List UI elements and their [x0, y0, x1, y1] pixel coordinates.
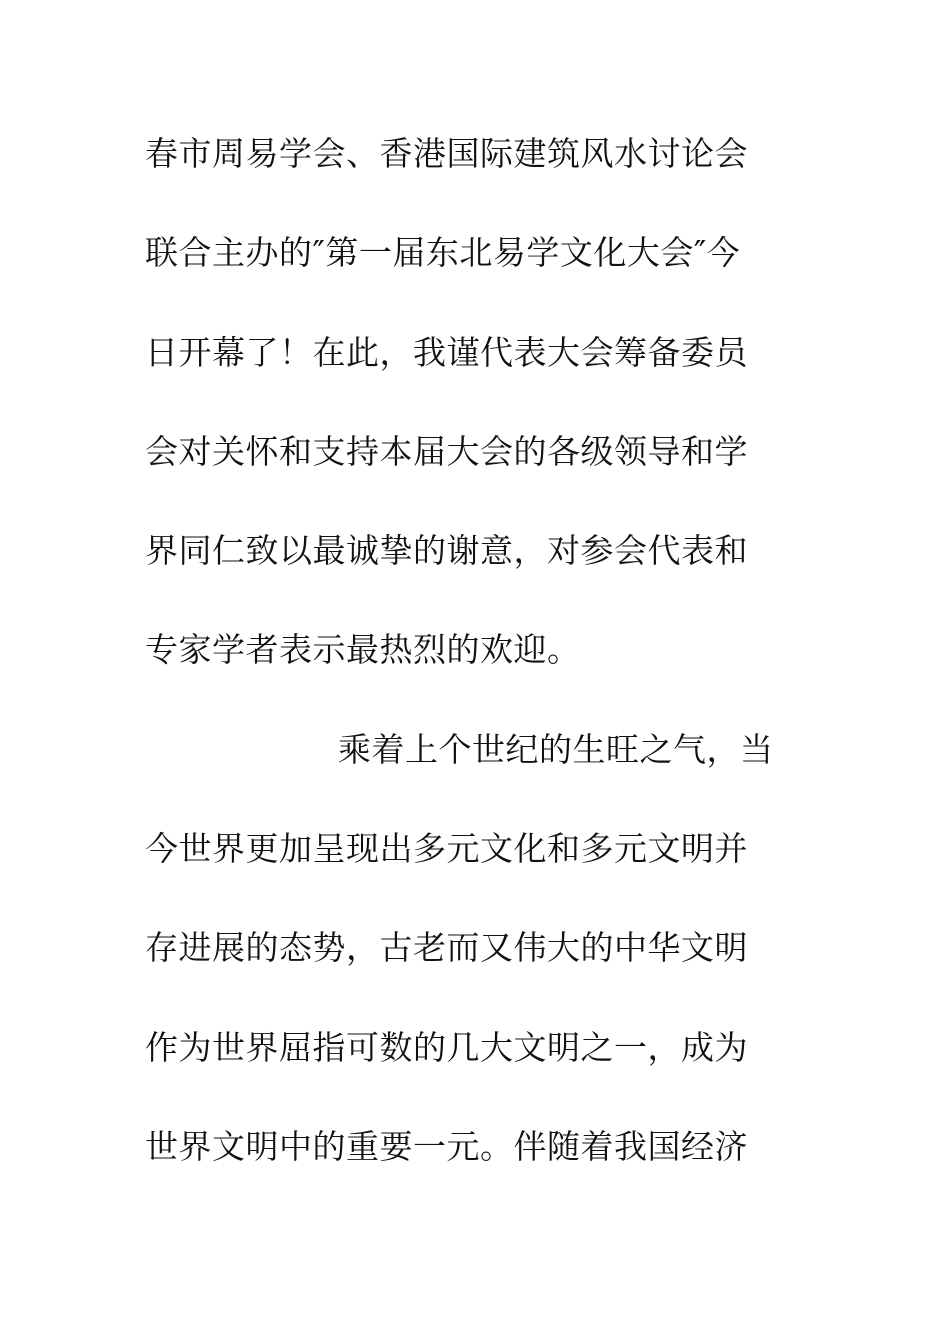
text-line: 今世界更加呈现出多元文化和多元文明并 — [145, 829, 748, 868]
text-line: 作为世界屈指可数的几大文明之一，成为 — [145, 1028, 748, 1067]
text-line: 联合主办的″第一届东北易学文化大会″今 — [145, 233, 741, 272]
text-line: 会对关怀和支持本届大会的各级领导和学 — [145, 432, 748, 471]
text-line: 春市周易学会、香港国际建筑风水讨论会 — [145, 134, 748, 173]
text-line: 世界文明中的重要一元。伴随着我国经济 — [145, 1127, 748, 1166]
text-line: 存进展的态势，古老而又伟大的中华文明 — [145, 928, 748, 967]
text-line: 界同仁致以最诚挚的谢意，对参会代表和 — [145, 531, 748, 570]
text-line: 日开幕了！在此，我谨代表大会筹备委员 — [145, 333, 748, 372]
paragraph-first-line: 乘着上个世纪的生旺之气，当 — [338, 730, 774, 769]
text-line: 专家学者表示最热烈的欢迎。 — [145, 630, 581, 669]
